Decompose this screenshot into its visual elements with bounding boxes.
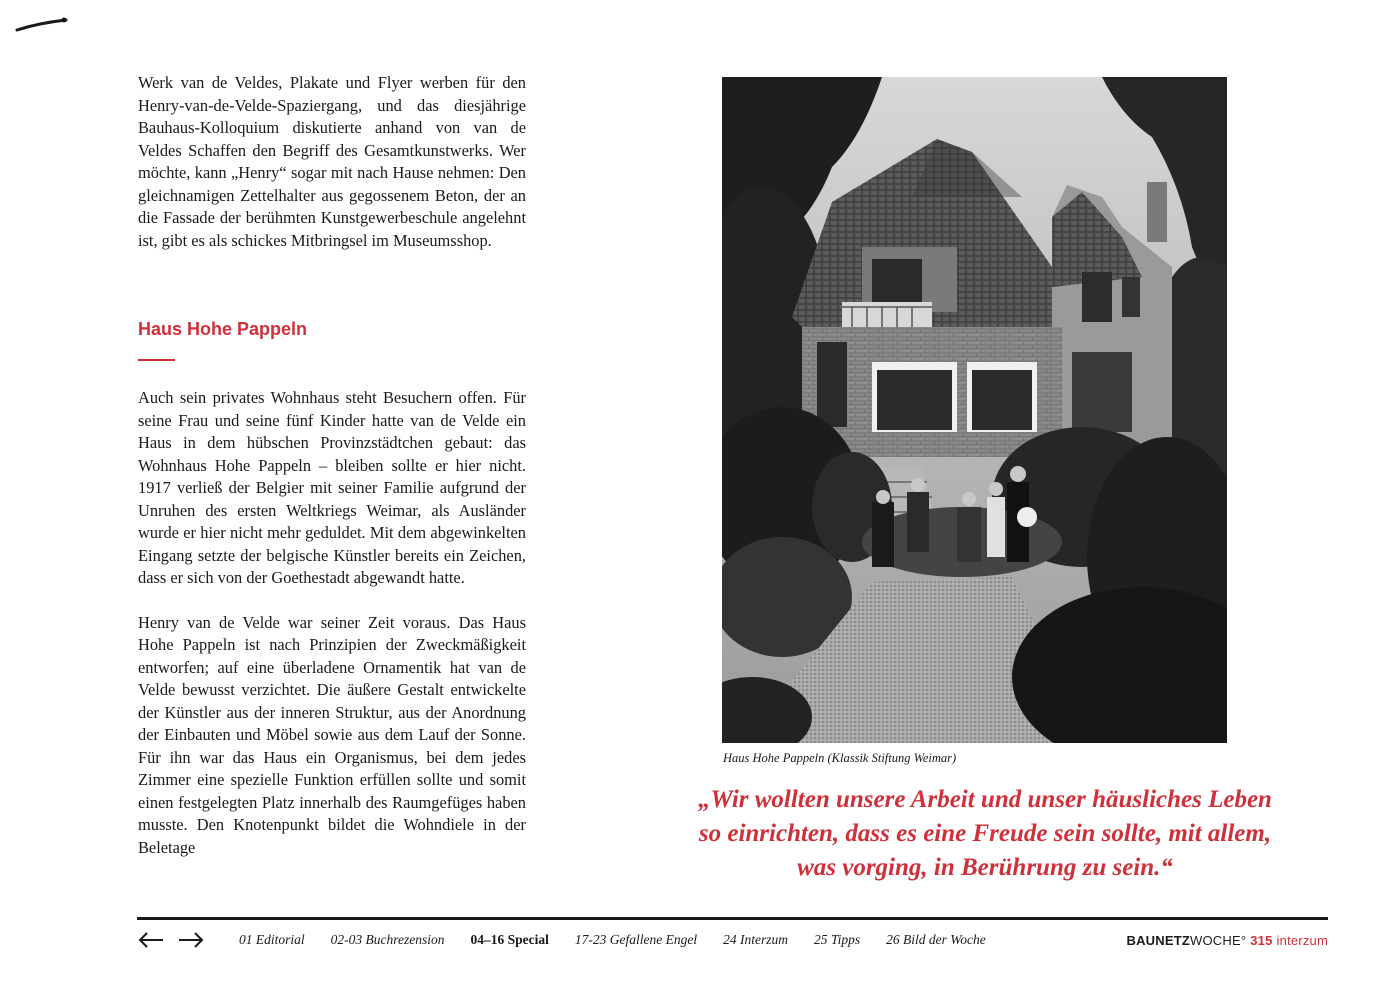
nav-link-tipps[interactable]: 25 Tipps bbox=[813, 932, 861, 947]
intro-text-block bbox=[138, 72, 526, 252]
nav-link-gefallene-engel[interactable]: 17-23 Gefallene Engel bbox=[574, 932, 698, 947]
nav-link-interzum[interactable]: 24 Interzum bbox=[723, 932, 788, 947]
photo-caption: Haus Hohe Pappeln (Klassik Stiftung Weimar) bbox=[723, 751, 957, 765]
nav-link-bild-der-woche[interactable]: 26 Bild der Woche bbox=[886, 932, 986, 947]
arrow-right-icon[interactable] bbox=[177, 930, 205, 950]
brand-section: interzum bbox=[1276, 932, 1328, 948]
brand-issue: 315 bbox=[1250, 932, 1273, 948]
footer-rule bbox=[137, 917, 1328, 920]
nav-links bbox=[239, 932, 1012, 948]
footer-nav bbox=[137, 928, 1328, 952]
house-photo bbox=[722, 77, 1227, 743]
section-paragraph: Henry van de Velde war seiner Zeit voraus. Das Haus Hohe Pappeln ist nach Prinzipien der Zweckmäßigkeit entworfen; auf eine überladene Ornamentik hat van de Velde bewusst verzichtet. Die äußere Gestalt entwickelte der Künstler aus der inneren Struktur, aus der Anordnung der Einbauten und Möbel sowie aus dem Lauf der Sonne. Für ihn war das Haus ein Organismus, bei dem jedes Zimmer eine spezielle Funktion erfüllen sollte und somit einen festgelegten Platz innerhalb des Raumgefüges haben musste. Den Knotenpunkt bildet die Wohndiele in der Beletage bbox=[138, 612, 526, 857]
nav-link-special[interactable]: 04–16 Special bbox=[470, 932, 549, 947]
pull-quote-line: „Wir wollten unsere Arbeit und unser häusliches Leben bbox=[698, 786, 1272, 813]
brand-baunetz: BAUNETZ bbox=[1126, 932, 1190, 948]
section-body bbox=[138, 387, 526, 859]
section-divider bbox=[138, 359, 175, 361]
intro-paragraph: Werk van de Veldes, Plakate und Flyer werben für den Henry-van-de-Velde-Spaziergang, und das diesjährige Bauhaus-Kolloquium diskutierte anhand von van de Veldes Schaffen den Begriff des Gesamtkunstwerks. Wer möchte, kann „Henry“ sogar mit nach Hause nehmen: Den gleichnamigen Zettelhalter aus gegossenem Beton, der an die Fassade der berühmten Kunstgewerbeschule angelehnt ist, gibt es als schickes Mitbringsel im Museumsshop. bbox=[138, 73, 526, 250]
pull-quote-line: was vorging, in Berührung zu sein.“ bbox=[797, 854, 1173, 881]
nav-link-buchrezension[interactable]: 02-03 Buchrezension bbox=[330, 932, 445, 947]
pull-quote-line: so einrichten, dass es eine Freude sein sollte, mit allem, bbox=[698, 820, 1272, 847]
brand-logo[interactable] bbox=[1126, 933, 1328, 948]
section-paragraph: Auch sein privates Wohnhaus steht Besuchern offen. Für seine Frau und seine fünf Kinder hatte van de Velde ein Haus in dem hübschen Provinzstädtchen gebaut: das Wohnhaus Hohe Pappeln – bleiben sollte er hier nicht. 1917 verließ der Belgier mit seiner Familie aufgrund der Unruhen des ersten Weltkriegs Weimar, als Ausländer wurde er hier nicht mehr geduldet. Mit dem abgewinkelten Eingang setzte der belgische Künstler bereits ein Zeichen, dass er sich von der Goethestadt abgewandt hatte. bbox=[138, 388, 526, 587]
section-heading: Haus Hohe Pappeln bbox=[138, 319, 308, 339]
brand-woche: WOCHE bbox=[1190, 932, 1241, 948]
nav-link-editorial[interactable]: 01 Editorial bbox=[239, 932, 305, 947]
pull-quote bbox=[640, 783, 1330, 885]
arrow-left-icon[interactable] bbox=[137, 930, 165, 950]
brand-mark: ° bbox=[1240, 932, 1247, 948]
stroke-logo-icon bbox=[14, 14, 70, 38]
